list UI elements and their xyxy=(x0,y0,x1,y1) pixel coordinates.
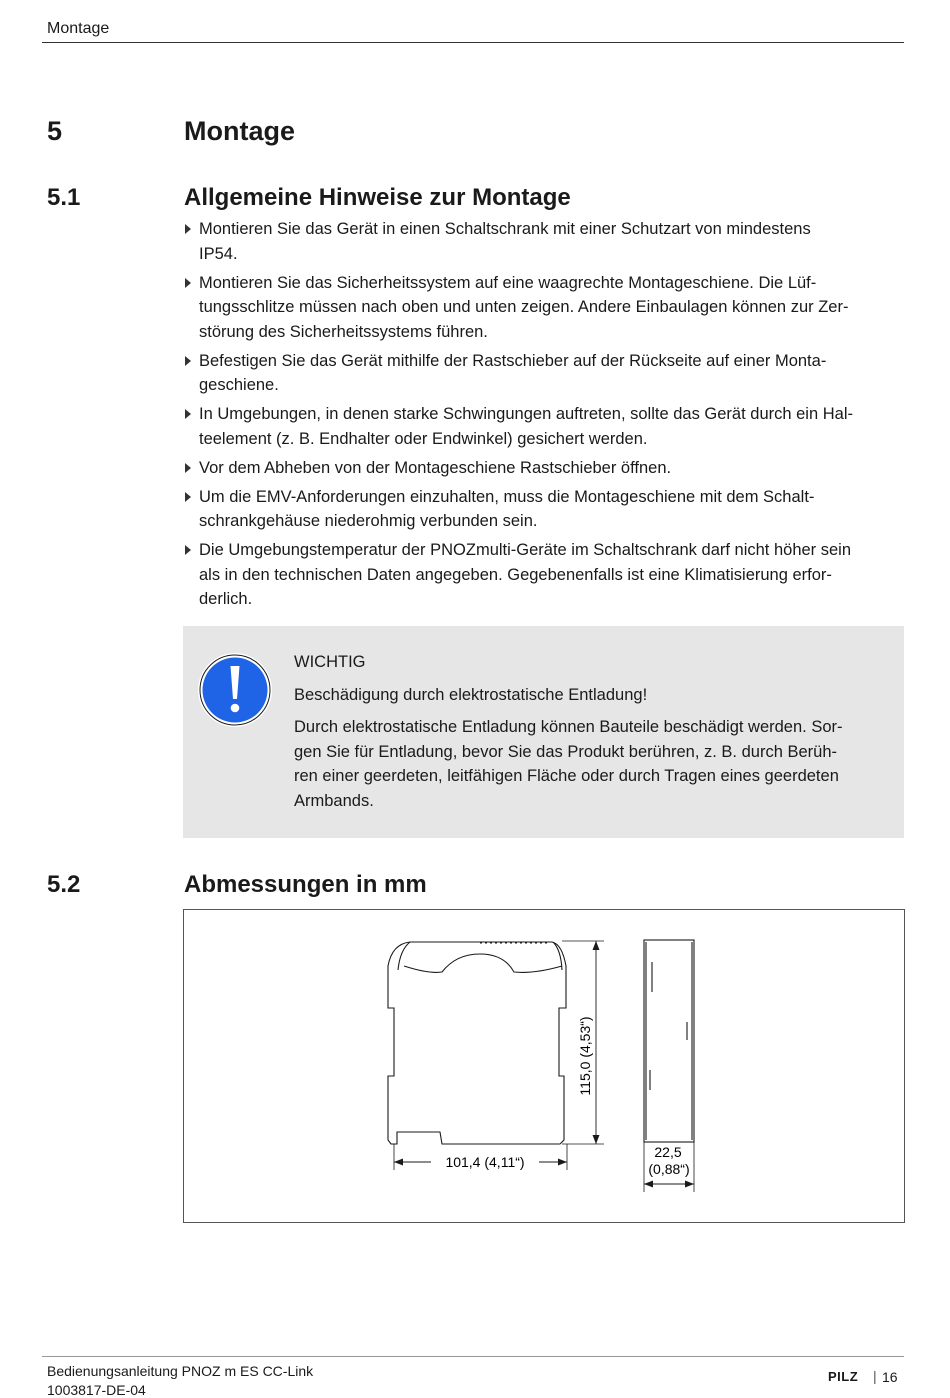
notice-subtitle: Beschädigung durch elektrostatische Entladung! xyxy=(294,685,648,704)
section-number: 5.2 xyxy=(47,871,81,898)
depth-dimension-label: 101,4 (4,11“) xyxy=(445,1154,525,1170)
notice-body xyxy=(294,650,889,813)
running-header-title: Montage xyxy=(47,20,110,37)
instruction-list xyxy=(184,217,906,616)
instruction-item: Montieren Sie das Sicherheitssystem auf eine waagrechte Montageschiene. Die Lüf- tungsschlitze müssen nach oben und unten zeigen. Andere Einbaulagen können zur Zer- störung des Sicherheitssystems führen. xyxy=(184,271,906,345)
bullet-arrow-icon xyxy=(185,224,191,234)
notice-text: Durch elektrostatische Entladung können Bauteile beschädigt werden. Sor- gen Sie für Entladung, bevor Sie das Produkt berühren, z. B. durch Berüh- ren einer geerdeten, leitfähigen Fläche oder durch Tragen eines geerdeten Armbands. xyxy=(294,718,843,810)
chapter-number: 5 xyxy=(47,116,63,146)
important-notice xyxy=(183,626,904,838)
dimension-drawing-svg xyxy=(184,910,904,1222)
instruction-item: Die Umgebungstemperatur der PNOZmulti-Geräte im Schaltschrank darf nicht höher sein als in den technischen Daten angegeben. Gegebenenfalls ist eine Klimatisierung erfor- derlich. xyxy=(184,538,906,612)
footer-rule xyxy=(42,1356,904,1357)
bullet-arrow-icon xyxy=(185,278,191,288)
page-number: 16 xyxy=(882,1369,898,1385)
notice-title: WICHTIG xyxy=(294,653,366,671)
dimension-drawing xyxy=(183,909,905,1223)
height-dimension-label: 115,0 (4,53“) xyxy=(577,1016,593,1096)
instruction-item: Um die EMV-Anforderungen einzuhalten, muss die Montageschiene mit dem Schalt- schrankgehäuse niederohmig verbunden sein. xyxy=(184,485,906,534)
device-side-outline xyxy=(388,942,566,1144)
instruction-item: Vor dem Abheben von der Montageschiene Rastschieber öffnen. xyxy=(184,456,906,481)
bullet-arrow-icon xyxy=(185,545,191,555)
footer-document-title: Bedienungsanleitung PNOZ m ES CC-Link xyxy=(47,1363,314,1379)
bullet-arrow-icon xyxy=(185,463,191,473)
width-dimension-inch-label: (0,88“) xyxy=(648,1161,690,1177)
instruction-item: Montieren Sie das Gerät in einen Schaltschrank mit einer Schutzart von mindestens IP54. xyxy=(184,217,906,266)
footer-separator: | xyxy=(873,1368,877,1384)
bullet-arrow-icon xyxy=(185,492,191,502)
instruction-item: Befestigen Sie das Gerät mithilfe der Rastschieber auf der Rückseite auf einer Monta- geschiene. xyxy=(184,349,906,398)
section-number: 5.1 xyxy=(47,184,81,211)
width-dimension-mm-label: 22,5 xyxy=(654,1144,682,1160)
instruction-item: In Umgebungen, in denen starke Schwingungen auftreten, sollte das Gerät durch ein Hal- teelement (z. B. Endhalter oder Endwinkel) gesichert werden. xyxy=(184,402,906,451)
footer-document-number: 1003817-DE-04 xyxy=(47,1382,146,1398)
bullet-arrow-icon xyxy=(185,356,191,366)
section-title: Allgemeine Hinweise zur Montage xyxy=(184,184,571,211)
pilz-logo: PILZ xyxy=(828,1369,859,1384)
header-rule xyxy=(42,42,904,43)
section-title: Abmessungen in mm xyxy=(184,871,427,898)
chapter-title: Montage xyxy=(184,116,295,146)
bullet-arrow-icon xyxy=(185,409,191,419)
exclamation-icon xyxy=(197,652,273,728)
